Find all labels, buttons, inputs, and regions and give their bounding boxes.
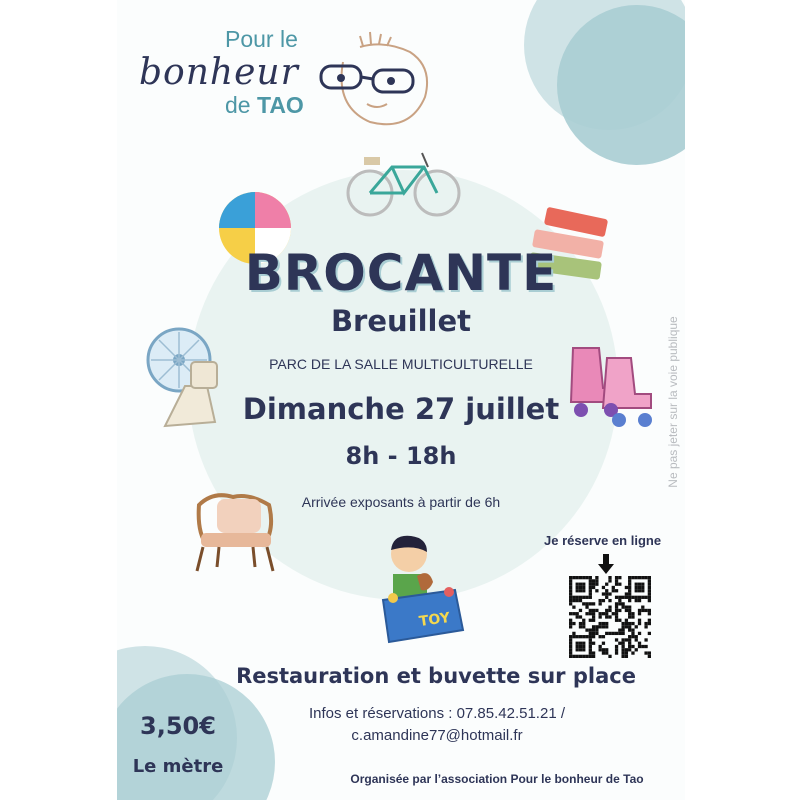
side-note-container — [663, 300, 683, 510]
event-venue: PARC DE LA SALLE MULTICULTURELLE — [269, 356, 533, 372]
food-info: Restauration et buvette sur place — [236, 664, 636, 688]
price-unit: Le mètre — [132, 756, 224, 777]
boy-face-icon — [315, 22, 435, 132]
logo — [137, 22, 437, 132]
toy-box-label: TOY — [418, 609, 452, 631]
price-amount: 3,50€ — [140, 712, 216, 740]
arrow-down-icon — [598, 554, 614, 574]
contact-line-1: Infos et réservations : 07.85.42.51.21 / — [309, 705, 565, 722]
logo-tao: TAO — [256, 92, 304, 118]
exhibitor-arrival: Arrivée exposants à partir de 6h — [301, 494, 501, 510]
event-hours: 8h - 18h — [345, 442, 457, 470]
brocante-poster — [117, 0, 685, 800]
contact-email[interactable]: c.amandine77@hotmail.fr — [351, 727, 523, 744]
logo-de: de — [225, 92, 251, 118]
rattan-chair-icon — [189, 493, 281, 575]
logo-line-1: Pour le — [225, 26, 298, 52]
fan-icon — [145, 322, 237, 437]
side-note: Ne pas jeter sur la voie publique — [666, 316, 680, 488]
logo-line-2: bonheur — [139, 52, 299, 93]
organizer: Organisée par l’association Pour le bonheur de Tao — [350, 772, 644, 786]
online-reservation-label: Je réserve en ligne — [544, 533, 662, 548]
toy-box-icon — [379, 530, 469, 648]
qr-code[interactable] — [569, 576, 651, 658]
event-date: Dimanche 27 juillet — [242, 392, 560, 426]
roller-skates-icon — [563, 340, 655, 435]
event-title: BROCANTE — [244, 244, 558, 302]
logo-line-3 — [225, 92, 304, 119]
bicycle-icon — [342, 145, 462, 220]
event-town: Breuillet — [330, 304, 472, 338]
